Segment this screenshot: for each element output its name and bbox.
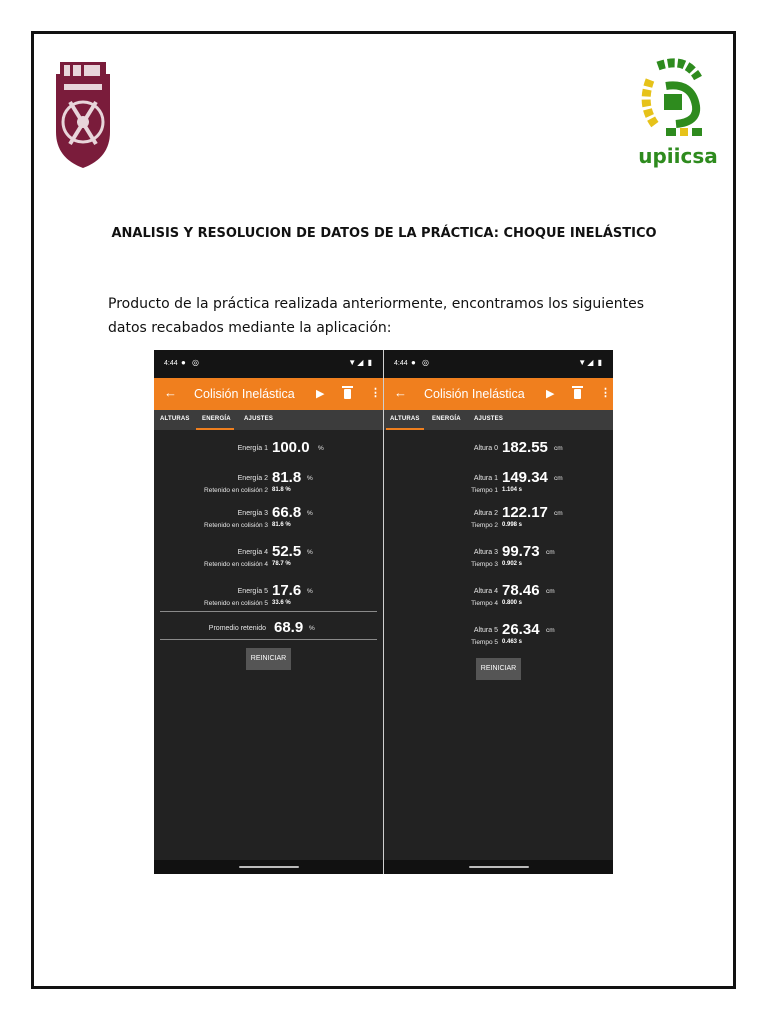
average-value: 68.9 <box>274 619 304 636</box>
height-value: 182.55 <box>502 439 548 456</box>
navigation-bar <box>154 860 383 874</box>
tab-alturas[interactable]: ALTURAS <box>160 416 190 422</box>
document-title: ANALISIS Y RESOLUCION DE DATOS DE LA PRÁCTICA: CHOQUE INELÁSTICO <box>111 226 657 241</box>
retained-label: Retenido en colisión 3 <box>204 522 268 529</box>
height-value: 122.17 <box>502 504 548 521</box>
height-value: 149.34 <box>502 469 548 486</box>
energy-value: 81.8 <box>272 469 302 486</box>
height-value: 26.34 <box>502 621 540 638</box>
status-bar <box>154 350 383 378</box>
energy-value: 66.8 <box>272 504 302 521</box>
height-value: 78.46 <box>502 582 540 599</box>
intro-paragraph: Producto de la práctica realizada anteriormente, encontramos los siguientes datos recabados mediante la aplicación: <box>108 296 645 336</box>
height-label: Altura 1 <box>473 475 498 482</box>
height-row-2 <box>384 501 613 521</box>
time-value: 0.800 s <box>502 600 523 606</box>
tab-ajustes[interactable]: AJUSTES <box>244 416 274 422</box>
height-row-5 <box>384 618 613 638</box>
tab-energia[interactable]: ENERGÍA <box>202 416 231 422</box>
notification-icons: ● ◎ <box>181 358 202 367</box>
energy-row-3 <box>154 501 383 521</box>
retained-label: Retenido en colisión 2 <box>204 487 268 494</box>
retained-value: 78.7 % <box>272 561 291 567</box>
retained-row-4 <box>154 560 383 570</box>
energy-label: Energía 4 <box>237 549 268 556</box>
height-unit: cm <box>546 549 555 556</box>
play-icon[interactable]: ▶ <box>546 388 555 400</box>
back-arrow-icon[interactable]: ← <box>394 385 407 400</box>
height-label: Altura 3 <box>473 549 498 556</box>
trash-icon[interactable] <box>344 389 351 399</box>
energy-screenshot <box>154 350 383 874</box>
retained-label: Retenido en colisión 5 <box>204 600 268 607</box>
height-label: Altura 2 <box>473 510 498 517</box>
energy-unit: % <box>307 475 313 482</box>
energy-unit: % <box>307 549 313 556</box>
time-label: Tiempo 3 <box>471 561 498 568</box>
retained-row-5 <box>154 599 383 609</box>
time-value: 0.902 s <box>502 561 523 567</box>
energy-row-2 <box>154 466 383 486</box>
average-retained-row <box>154 616 383 636</box>
app-bar <box>384 378 613 410</box>
average-unit: % <box>309 625 315 632</box>
energy-row-4 <box>154 540 383 560</box>
trash-icon[interactable] <box>574 389 581 399</box>
energy-row-5 <box>154 579 383 599</box>
time-row-3 <box>384 560 613 570</box>
tab-energia[interactable]: ENERGÍA <box>432 416 461 422</box>
divider <box>160 611 377 612</box>
heights-list <box>384 430 613 860</box>
upiicsa-logo <box>636 58 720 174</box>
heights-screenshot <box>384 350 613 874</box>
tab-bar <box>384 410 613 430</box>
energy-value: 52.5 <box>272 543 302 560</box>
time-row-1 <box>384 486 613 496</box>
height-unit: cm <box>554 445 563 452</box>
height-row-3 <box>384 540 613 560</box>
time-label: Tiempo 1 <box>471 487 498 494</box>
upiicsa-logo-text: upiicsa <box>638 144 718 168</box>
average-label: Promedio retenido <box>208 625 266 632</box>
time-label: Tiempo 5 <box>471 639 498 646</box>
back-arrow-icon[interactable]: ← <box>164 385 177 400</box>
signal-battery-icons: ▼◢ ▮ <box>578 358 603 367</box>
height-unit: cm <box>546 588 555 595</box>
navigation-bar <box>384 860 613 874</box>
retained-label: Retenido en colisión 4 <box>204 561 268 568</box>
height-row-1 <box>384 466 613 486</box>
notification-icons: ● ◎ <box>411 358 432 367</box>
reset-button[interactable]: REINICIAR <box>246 648 291 670</box>
time-row-5 <box>384 638 613 648</box>
time-value: 1.104 s <box>502 487 523 493</box>
energy-value: 17.6 <box>272 582 302 599</box>
ipn-logo <box>52 62 114 170</box>
time-row-2 <box>384 521 613 531</box>
height-row-0 <box>384 436 613 456</box>
app-title: Colisión Inelástica <box>194 387 295 401</box>
energy-label: Energía 5 <box>237 588 268 595</box>
energy-row-1 <box>154 436 383 456</box>
energy-unit: % <box>307 588 313 595</box>
more-vert-icon[interactable]: ⋮ <box>600 387 611 399</box>
retained-value: 33.6 % <box>272 600 291 606</box>
status-bar <box>384 350 613 378</box>
reset-button[interactable]: REINICIAR <box>476 658 521 680</box>
height-label: Altura 0 <box>473 445 498 452</box>
home-gesture-handle[interactable] <box>469 866 529 868</box>
height-unit: cm <box>554 475 563 482</box>
height-row-4 <box>384 579 613 599</box>
tab-bar <box>154 410 383 430</box>
height-label: Altura 5 <box>473 627 498 634</box>
retained-row-2 <box>154 486 383 496</box>
time-row-4 <box>384 599 613 609</box>
energy-label: Energía 2 <box>237 475 268 482</box>
retained-row-3 <box>154 521 383 531</box>
signal-battery-icons: ▼◢ ▮ <box>348 358 373 367</box>
home-gesture-handle[interactable] <box>239 866 299 868</box>
energy-unit: % <box>318 445 324 452</box>
time-label: Tiempo 2 <box>471 522 498 529</box>
retained-value: 81.6 % <box>272 522 291 528</box>
more-vert-icon[interactable]: ⋮ <box>370 387 381 399</box>
height-value: 99.73 <box>502 543 540 560</box>
app-title: Colisión Inelástica <box>424 387 525 401</box>
tab-ajustes[interactable]: AJUSTES <box>474 416 504 422</box>
status-time: 4:44 <box>394 360 408 367</box>
time-label: Tiempo 4 <box>471 600 498 607</box>
status-time: 4:44 <box>164 360 178 367</box>
energy-label: Energía 3 <box>237 510 268 517</box>
divider <box>160 639 377 640</box>
energy-value: 100.0 <box>272 439 310 456</box>
height-unit: cm <box>554 510 563 517</box>
time-value: 0.998 s <box>502 522 523 528</box>
height-unit: cm <box>546 627 555 634</box>
tab-alturas[interactable]: ALTURAS <box>390 416 420 422</box>
height-label: Altura 4 <box>473 588 498 595</box>
retained-value: 81.8 % <box>272 487 291 493</box>
energy-list <box>154 430 383 860</box>
energy-unit: % <box>307 510 313 517</box>
time-value: 0.463 s <box>502 639 523 645</box>
play-icon[interactable]: ▶ <box>316 388 325 400</box>
app-bar <box>154 378 383 410</box>
energy-label: Energía 1 <box>237 445 268 452</box>
